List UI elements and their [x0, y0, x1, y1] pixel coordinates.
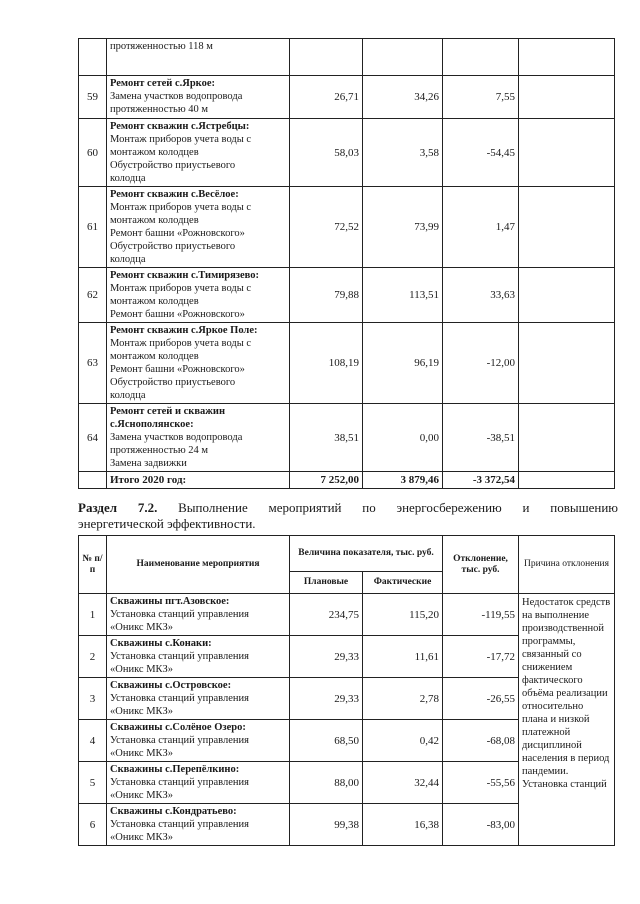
activity-line: колодца	[110, 254, 146, 265]
total-reason	[519, 472, 615, 489]
table-row	[79, 404, 615, 472]
fact-value: 113,51	[363, 268, 443, 323]
plan-value: 108,19	[290, 323, 363, 404]
activity-line: «Оникс МКЗ»	[110, 664, 174, 675]
row-number	[79, 39, 107, 76]
fact-value: 11,61	[363, 636, 443, 678]
activity-description	[107, 594, 290, 636]
activity-line: Замена участков водопровода	[110, 432, 243, 443]
row-number: 3	[79, 678, 107, 720]
activity-description	[107, 636, 290, 678]
activity-line: протяженностью 24 м	[110, 445, 209, 456]
plan-value	[290, 39, 363, 76]
header-name: Наименование мероприятия	[107, 536, 290, 594]
fact-value: 73,99	[363, 187, 443, 268]
total-label: Итого 2020 год:	[107, 472, 290, 489]
reason-cell	[519, 268, 615, 323]
activity-line: «Оникс МКЗ»	[110, 706, 174, 717]
deviation-value: 33,63	[443, 268, 519, 323]
fact-value: 32,44	[363, 762, 443, 804]
activity-line: Ремонт башни «Рожновского»	[110, 228, 245, 239]
header-num: № п/п	[79, 536, 107, 594]
section-title-line2: энергетической эффективности.	[78, 516, 256, 531]
total-fact: 3 879,46	[363, 472, 443, 489]
activity-title: Ремонт скважин с.Ястребцы:	[110, 121, 250, 132]
activity-line: Установка станций управления	[110, 693, 249, 704]
table-row	[79, 39, 615, 76]
activity-description	[107, 268, 290, 323]
activity-description	[107, 119, 290, 187]
activity-description	[107, 76, 290, 119]
plan-value: 38,51	[290, 404, 363, 472]
plan-value: 68,50	[290, 720, 363, 762]
activity-description	[107, 187, 290, 268]
activity-line: Обустройство приустьевого	[110, 160, 236, 171]
activity-line: монтажом колодцев	[110, 215, 199, 226]
row-number: 60	[79, 119, 107, 187]
activity-description	[107, 39, 290, 76]
activity-line: Обустройство приустьевого	[110, 241, 236, 252]
table-row	[79, 187, 615, 268]
fact-value: 0,00	[363, 404, 443, 472]
row-number: 6	[79, 804, 107, 846]
deviation-value: -26,55	[443, 678, 519, 720]
activity-description	[107, 804, 290, 846]
reason-cell	[519, 187, 615, 268]
row-number: 5	[79, 762, 107, 804]
activity-title: Ремонт скважин с.Тимирязево:	[110, 270, 260, 281]
fact-value: 115,20	[363, 594, 443, 636]
row-number: 1	[79, 594, 107, 636]
header-value: Величина показателя, тыс. руб.	[290, 536, 443, 572]
deviation-value: -68,08	[443, 720, 519, 762]
table-row	[79, 594, 615, 636]
energy-saving-table	[78, 535, 615, 846]
activity-title: Скважины с.Солёное Озеро:	[110, 722, 246, 733]
activity-line: Монтаж приборов учета воды с	[110, 134, 252, 145]
header-deviation: Отклонение, тыс. руб.	[443, 536, 519, 594]
activity-title: Ремонт скважин с.Весёлое:	[110, 189, 239, 200]
activity-title: Скважины с.Кондратьево:	[110, 806, 237, 817]
plan-value: 88,00	[290, 762, 363, 804]
deviation-reason: Недостаток средств на выполнение производственной программы, связанный со снижением фактического объёма реализации относительно плана и низкой платежной дисциплиной населения в период пандемии. Установка станций	[519, 594, 615, 846]
deviation-value: -17,72	[443, 636, 519, 678]
activity-description	[107, 762, 290, 804]
fact-value: 2,78	[363, 678, 443, 720]
row-number: 63	[79, 323, 107, 404]
total-num	[79, 472, 107, 489]
header-fact: Фактические	[363, 572, 443, 594]
reason-cell	[519, 323, 615, 404]
fact-value: 0,42	[363, 720, 443, 762]
fact-value: 16,38	[363, 804, 443, 846]
activity-line: Монтаж приборов учета воды с	[110, 202, 252, 213]
row-number: 4	[79, 720, 107, 762]
activity-line: протяженностью 40 м	[110, 104, 209, 115]
activity-line: колодца	[110, 173, 146, 184]
section-heading	[78, 499, 618, 516]
activity-line: монтажом колодцев	[110, 351, 199, 362]
deviation-value: -54,45	[443, 119, 519, 187]
deviation-value: 1,47	[443, 187, 519, 268]
activity-line: Монтаж приборов учета воды с	[110, 283, 252, 294]
deviation-value: -12,00	[443, 323, 519, 404]
total-plan: 7 252,00	[290, 472, 363, 489]
header-reason: Причина отклонения	[519, 536, 615, 594]
activity-title: Ремонт скважин с.Яркое Поле:	[110, 325, 258, 336]
activity-line: Установка станций управления	[110, 735, 249, 746]
plan-value: 79,88	[290, 268, 363, 323]
activity-line: Ремонт башни «Рожновского»	[110, 364, 245, 375]
activity-line: «Оникс МКЗ»	[110, 622, 174, 633]
deviation-value: 7,55	[443, 76, 519, 119]
deviation-value: -55,56	[443, 762, 519, 804]
activity-line: Установка станций управления	[110, 609, 249, 620]
deviation-value: -38,51	[443, 404, 519, 472]
activity-title: Ремонт сетей с.Яркое:	[110, 78, 215, 89]
plan-value: 26,71	[290, 76, 363, 119]
activity-line: Установка станций управления	[110, 651, 249, 662]
activity-line: Обустройство приустьевого	[110, 377, 236, 388]
table-row	[79, 119, 615, 187]
activity-line: Замена задвижки	[110, 458, 187, 469]
plan-value: 58,03	[290, 119, 363, 187]
activity-line: Замена участков водопровода	[110, 91, 243, 102]
activity-description	[107, 678, 290, 720]
fact-value	[363, 39, 443, 76]
plan-value: 29,33	[290, 636, 363, 678]
header-plan: Плановые	[290, 572, 363, 594]
table-row	[79, 268, 615, 323]
activity-line: «Оникс МКЗ»	[110, 832, 174, 843]
table-row	[79, 76, 615, 119]
activity-title: Скважины с.Перепёлкино:	[110, 764, 240, 775]
activity-line: «Оникс МКЗ»	[110, 748, 174, 759]
section-number: Раздел 7.2.	[78, 500, 158, 515]
activity-line: Монтаж приборов учета воды с	[110, 338, 252, 349]
fact-value: 3,58	[363, 119, 443, 187]
activity-line: Ремонт башни «Рожновского»	[110, 309, 245, 320]
row-number: 2	[79, 636, 107, 678]
total-deviation: -3 372,54	[443, 472, 519, 489]
plan-value: 99,38	[290, 804, 363, 846]
activity-line: «Оникс МКЗ»	[110, 790, 174, 801]
reason-cell	[519, 39, 615, 76]
fact-value: 34,26	[363, 76, 443, 119]
activity-description	[107, 323, 290, 404]
reason-cell	[519, 76, 615, 119]
row-number: 59	[79, 76, 107, 119]
total-row	[79, 472, 615, 489]
activity-line: Установка станций управления	[110, 819, 249, 830]
activity-title: Скважины пгт.Азовское:	[110, 596, 230, 607]
activity-line: монтажом колодцев	[110, 296, 199, 307]
row-number: 61	[79, 187, 107, 268]
activity-title: Скважины с.Островское:	[110, 680, 232, 691]
row-number: 64	[79, 404, 107, 472]
section-title-line1: Выполнение мероприятий по энергосбережению и повышению	[178, 500, 619, 515]
plan-value: 72,52	[290, 187, 363, 268]
repair-works-table	[78, 38, 615, 489]
activity-title: Ремонт сетей и скважин с.Яснополянское:	[110, 406, 225, 430]
fact-value: 96,19	[363, 323, 443, 404]
deviation-value: -83,00	[443, 804, 519, 846]
activity-title: Скважины с.Конаки:	[110, 638, 212, 649]
reason-cell	[519, 404, 615, 472]
activity-description	[107, 404, 290, 472]
activity-line: колодца	[110, 390, 146, 401]
reason-cell	[519, 119, 615, 187]
plan-value: 29,33	[290, 678, 363, 720]
row-number: 62	[79, 268, 107, 323]
deviation-value	[443, 39, 519, 76]
table-row	[79, 323, 615, 404]
activity-line: протяженностью 118 м	[110, 41, 213, 52]
deviation-value: -119,55	[443, 594, 519, 636]
plan-value: 234,75	[290, 594, 363, 636]
activity-line: Установка станций управления	[110, 777, 249, 788]
activity-line: монтажом колодцев	[110, 147, 199, 158]
activity-description	[107, 720, 290, 762]
